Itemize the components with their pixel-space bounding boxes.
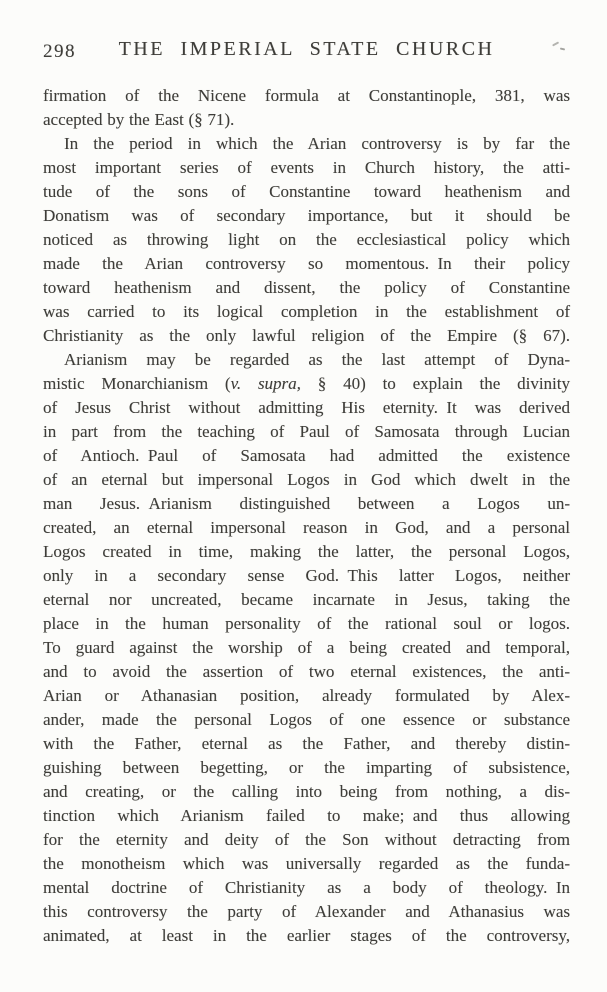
text-line	[43, 108, 570, 132]
text-segment: guishing between begetting, or the imparting of subsistence,	[43, 758, 570, 777]
text-segment: mistic Monarchianism (	[43, 374, 231, 393]
text-segment: created, an eternal impersonal reason in God, and a personal	[43, 518, 570, 537]
text-line	[43, 444, 570, 468]
text-segment: was carried to its logical completion in the establishment of	[43, 302, 570, 321]
text-line	[43, 540, 570, 564]
text-line	[43, 708, 570, 732]
text-line	[43, 780, 570, 804]
text-line	[43, 252, 570, 276]
text-segment: noticed as throwing light on the ecclesiastical policy which	[43, 230, 570, 249]
text-line	[43, 684, 570, 708]
text-segment: and to avoid the assertion of two eternal existences, the anti-	[43, 662, 570, 681]
text-segment: To guard against the worship of a being created and temporal,	[43, 638, 570, 657]
text-line	[43, 372, 570, 396]
text-line	[43, 660, 570, 684]
text-segment: man Jesus. Arianism distinguished between a Logos un-	[43, 494, 570, 513]
text-line	[43, 564, 570, 588]
text-line	[43, 228, 570, 252]
text-segment: place in the human personality of the rational soul or logos.	[43, 614, 570, 633]
text-line	[43, 180, 570, 204]
text-line	[43, 636, 570, 660]
text-segment: ander, made the personal Logos of one essence or substance	[43, 710, 570, 729]
text-segment: § 40) to explain the divinity	[300, 374, 570, 393]
text-line	[43, 348, 570, 372]
text-segment: eternal nor uncreated, became incarnate in Jesus, taking the	[43, 590, 570, 609]
text-line	[43, 468, 570, 492]
text-line	[43, 924, 570, 948]
text-segment: firmation of the Nicene formula at Constantinople, 381, was	[43, 86, 570, 105]
text-segment: tinction which Arianism failed to make; and thus allowing	[43, 806, 570, 825]
text-line	[43, 84, 570, 108]
text-segment: Christianity as the only lawful religion of the Empire (§ 67).	[43, 326, 570, 345]
text-line	[43, 492, 570, 516]
text-segment: and creating, or the calling into being from nothing, a dis-	[43, 782, 570, 801]
text-line	[43, 612, 570, 636]
text-line	[43, 516, 570, 540]
text-segment: with the Father, eternal as the Father, and thereby distin-	[43, 734, 570, 753]
text-segment: for the eternity and deity of the Son without detracting from	[43, 830, 570, 849]
text-segment: Donatism was of secondary importance, but it should be	[43, 206, 570, 225]
paragraph	[43, 84, 570, 132]
text-line	[43, 900, 570, 924]
text-line	[43, 852, 570, 876]
text-segment: Logos created in time, making the latter, the personal Logos,	[43, 542, 570, 561]
text-segment: in part from the teaching of Paul of Samosata through Lucian	[43, 422, 570, 441]
text-line	[43, 396, 570, 420]
text-segment: accepted by the East (§ 71).	[43, 110, 235, 129]
text-segment: toward heathenism and dissent, the policy of Constantine	[43, 278, 570, 297]
text-segment: of Antioch. Paul of Samosata had admitted the existence	[43, 446, 570, 465]
text-segment: Arian or Athanasian position, already formulated by Alex-	[43, 686, 570, 705]
paragraph	[43, 132, 570, 348]
text-segment: In the period in which the Arian controversy is by far the	[64, 134, 570, 153]
text-segment: of an eternal but impersonal Logos in God which dwelt in the	[43, 470, 570, 489]
running-title: THE IMPERIAL STATE CHURCH	[118, 38, 495, 60]
text-line	[43, 132, 570, 156]
text-line	[43, 876, 570, 900]
text-segment: made the Arian controversy so momentous. In their policy	[43, 254, 570, 273]
text-segment: only in a secondary sense God. This latter Logos, neither	[43, 566, 570, 585]
text-segment: animated, at least in the earlier stages of the controversy,	[43, 926, 570, 945]
text-line	[43, 756, 570, 780]
page-header	[43, 38, 570, 66]
text-block	[43, 84, 570, 948]
text-segment: tude of the sons of Constantine toward heathenism and	[43, 182, 570, 201]
text-line	[43, 804, 570, 828]
page-number: 298	[43, 41, 76, 62]
italic-text: v. supra,	[230, 374, 301, 393]
text-segment: most important series of events in Church history, the atti-	[43, 158, 570, 177]
text-segment: this controversy the party of Alexander and Athanasius was	[43, 902, 570, 921]
text-segment: of Jesus Christ without admitting His eternity. It was derived	[43, 398, 570, 417]
text-line	[43, 732, 570, 756]
text-line	[43, 828, 570, 852]
text-line	[43, 300, 570, 324]
text-line	[43, 324, 570, 348]
text-line	[43, 588, 570, 612]
text-line	[43, 276, 570, 300]
text-segment: the monotheism which was universally regarded as the funda-	[43, 854, 570, 873]
text-segment: Arianism may be regarded as the last attempt of Dyna-	[64, 350, 570, 369]
text-line	[43, 204, 570, 228]
text-line	[43, 420, 570, 444]
paragraph	[43, 348, 570, 948]
text-segment: mental doctrine of Christianity as a body of theology. In	[43, 878, 570, 897]
text-line	[43, 156, 570, 180]
